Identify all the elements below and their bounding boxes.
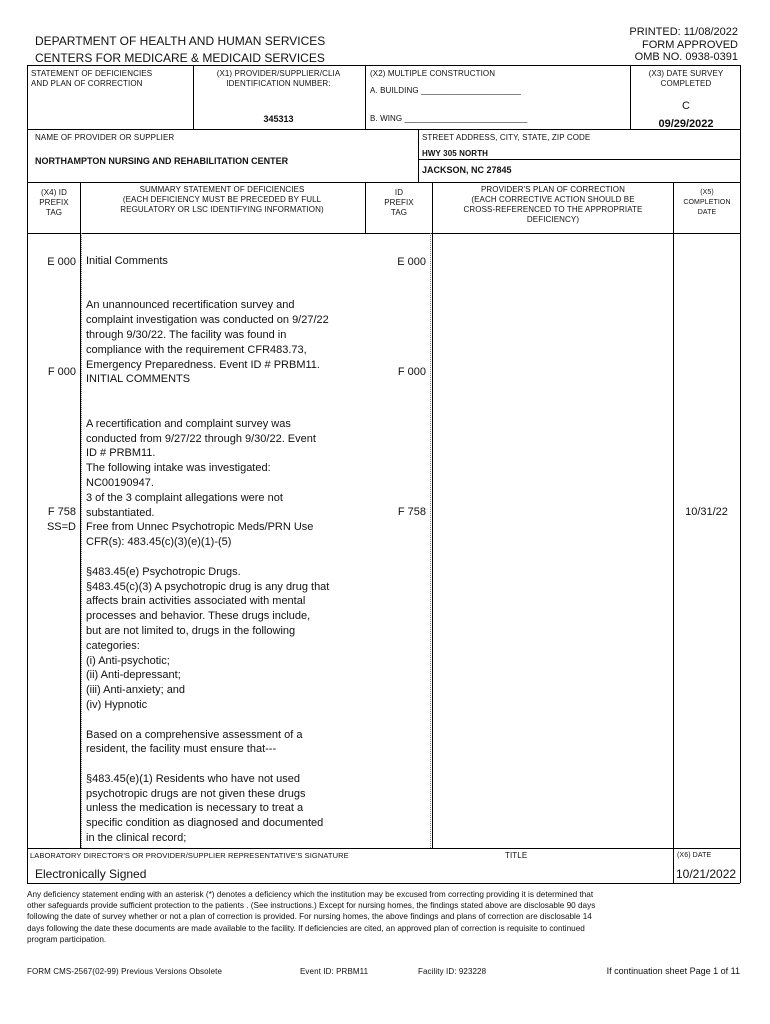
signature-value: Electronically Signed <box>35 867 147 881</box>
summary-line: 3 of the 3 complaint allegations were not <box>86 491 283 504</box>
summary-line: §483.45(c)(3) A psychotropic drug is any drug that <box>86 580 330 593</box>
x6-date-label: (X6) DATE <box>677 852 712 859</box>
summary-line <box>86 550 366 565</box>
dotted-divider-mid <box>430 233 431 848</box>
summary-line: unless the medication is necessary to treat a <box>86 802 304 815</box>
department-title: DEPARTMENT OF HEALTH AND HUMAN SERVICES <box>35 34 326 48</box>
tag-f000-left: F 000 <box>47 366 76 378</box>
disclosure-footnote <box>27 889 740 945</box>
tag-e000-right: E 000 <box>397 256 426 268</box>
summary-line: (iv) Hypnotic <box>86 698 148 711</box>
dotted-divider-left <box>81 233 82 848</box>
footnote-line: other safeguards provide sufficient protection to the patients . (See instructions.) Except for nursing homes, the findings stated above are disclosable 90 days <box>27 901 596 911</box>
survey-date: 09/29/2022 <box>658 118 714 130</box>
plan-header: PROVIDER'S PLAN OF CORRECTION (EACH CORRECTIVE ACTION SHOULD BE CROSS-REFERENCED TO THE APPROPRIATE DEFICIENCY) <box>463 185 643 224</box>
x2-label: (X2) MULTIPLE CONSTRUCTION <box>370 69 496 78</box>
summary-line <box>86 269 366 284</box>
summary-line: through 9/30/22. The facility was found in <box>86 328 287 341</box>
tag-f000-right: F 000 <box>397 366 426 378</box>
summary-line: affects brain activities associated with mental <box>86 595 306 608</box>
summary-line <box>86 757 366 772</box>
summary-line: specific condition as diagnosed and documented <box>86 817 324 830</box>
address-label: STREET ADDRESS, CITY, STATE, ZIP CODE <box>422 133 591 142</box>
provider-name: NORTHAMPTON NURSING AND REHABILITATION CENTER <box>35 156 289 166</box>
signature-label: LABORATORY DIRECTOR'S OR PROVIDER/SUPPLIER REPRESENTATIVE'S SIGNATURE <box>30 851 349 860</box>
summary-header: SUMMARY STATEMENT OF DEFICIENCIES (EACH DEFICIENCY MUST BE PRECEDED BY FULL REGULATORY OR LSC IDENTIFYING INFORMATION) <box>120 185 324 214</box>
summary-line: Emergency Preparedness. Event ID # PRBM11. <box>86 358 320 371</box>
facility-id: Facility ID: 923228 <box>418 967 487 976</box>
summary-line: psychotropic drugs are not given these drugs <box>86 787 306 800</box>
provider-name-label: NAME OF PROVIDER OR SUPPLIER <box>35 133 175 142</box>
omb-number: OMB NO. 0938-0391 <box>634 51 738 63</box>
summary-line: The following intake was investigated: <box>86 462 271 475</box>
summary-line <box>86 387 366 402</box>
completion-date: 10/31/22 <box>685 506 728 518</box>
summary-line: A recertification and complaint survey was <box>86 417 291 430</box>
survey-code: C <box>682 100 690 112</box>
x2-building: A. BUILDING ______________________ <box>370 86 522 95</box>
footnote-line: program participation. <box>27 934 107 944</box>
footnote-line: following the date of survey whether or not a plan of correction is provided. For nursing homes, the above findings and plans of correction are disclosable 14 <box>27 912 592 922</box>
address-city: JACKSON, NC 27845 <box>422 165 512 175</box>
title-label: TITLE <box>505 851 528 860</box>
x4-header: (X4) ID PREFIX TAG <box>39 188 69 217</box>
tag-f758-right: F 758 <box>397 506 426 518</box>
tag-f758-left: F 758 <box>47 506 76 518</box>
summary-line: but are not limited to, drugs in the following <box>86 624 296 637</box>
summary-line: in the clinical record; <box>86 832 187 845</box>
provider-id-number: 345313 <box>263 114 294 124</box>
summary-line: resident, the facility must ensure that--- <box>86 743 277 756</box>
summary-line: §483.45(e)(1) Residents who have not used <box>86 772 301 785</box>
summary-line: compliance with the requirement CFR483.73, <box>86 343 307 356</box>
page-indicator: If continuation sheet Page 1 of 11 <box>606 966 740 976</box>
summary-line: Free from Unnec Psychotropic Meds/PRN Use <box>86 521 314 534</box>
summary-line: An unannounced recertification survey and <box>86 299 295 312</box>
address-street: HWY 305 NORTH <box>422 149 489 158</box>
summary-line: (iii) Anti-anxiety; and <box>86 684 186 697</box>
tag-e000-left: E 000 <box>47 256 76 268</box>
summary-line: Based on a comprehensive assessment of a <box>86 728 303 741</box>
summary-line: substantiated. <box>86 506 155 519</box>
severity-tag: SS=D <box>46 521 76 533</box>
form-number: FORM CMS-2567(02-99) Previous Versions Obsolete <box>27 967 222 976</box>
printed-date: PRINTED: 11/08/2022 <box>629 26 738 38</box>
summary-line: §483.45(e) Psychotropic Drugs. <box>86 565 241 578</box>
summary-line: conducted from 9/27/22 through 9/30/22. Event <box>86 432 316 445</box>
footnote-line: days following the date these documents are made available to the facility. If deficiencies are cited, an approved plan of correction is requisite to continued <box>27 923 585 933</box>
signature-date: 10/21/2022 <box>676 867 737 881</box>
form-approved: FORM APPROVED <box>642 39 738 51</box>
summary-line: (i) Anti-psychotic; <box>86 654 170 667</box>
summary-line: (ii) Anti-depressant; <box>86 669 181 682</box>
summary-line: complaint investigation was conducted on 9/27/22 <box>86 314 329 327</box>
summary-line: CFR(s): 483.45(c)(3)(e)(1)-(5) <box>86 536 232 549</box>
summary-line: Initial Comments <box>86 255 168 267</box>
summary-line: processes and behavior. These drugs include, <box>86 610 311 623</box>
summary-line <box>86 713 366 728</box>
x2-wing: B. WING ___________________________ <box>370 114 528 123</box>
x5-header: (X5) COMPLETION DATE <box>683 189 731 216</box>
footnote-line: Any deficiency statement ending with an asterisk (*) denotes a deficiency which the institution may be excused from correcting providing it is determined that <box>27 890 594 899</box>
deficiency-summary-text <box>86 254 366 846</box>
x3-label: (X3) DATE SURVEY COMPLETED <box>648 69 724 88</box>
summary-line: INITIAL COMMENTS <box>86 373 191 386</box>
event-id: Event ID: PRBM11 <box>300 967 369 976</box>
statement-label: STATEMENT OF DEFICIENCIES AND PLAN OF CORRECTION <box>31 69 153 88</box>
x1-label: (X1) PROVIDER/SUPPLIER/CLIA IDENTIFICATION NUMBER: <box>216 69 341 88</box>
id-header: ID PREFIX TAG <box>384 188 414 217</box>
summary-line: NC00190947. <box>86 476 154 489</box>
summary-line <box>86 284 366 299</box>
summary-line: categories: <box>86 639 140 652</box>
summary-line <box>86 402 366 417</box>
summary-line: ID # PRBM11. <box>86 447 156 460</box>
centers-title: CENTERS FOR MEDICARE & MEDICAID SERVICES <box>35 51 325 65</box>
